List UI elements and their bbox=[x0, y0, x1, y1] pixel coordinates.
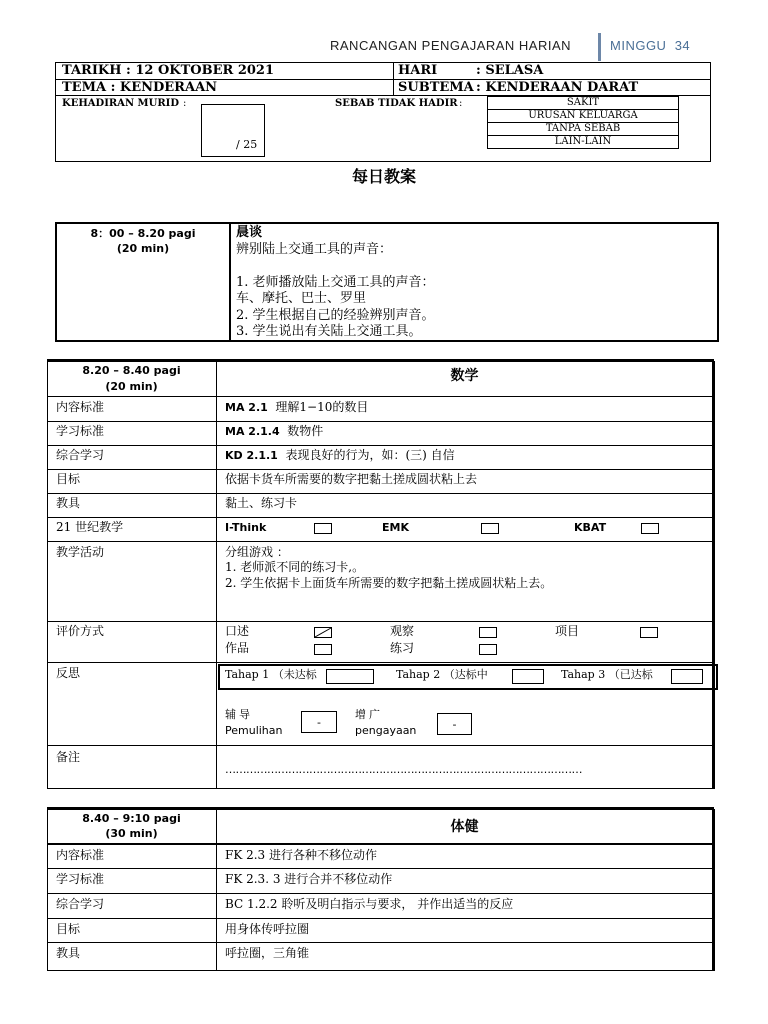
zengguang-cn: 增广 bbox=[355, 708, 383, 721]
pe-integrated-value: BC 1.2.2 聆听及明白指示与要求， 并作出适当的反应 bbox=[225, 897, 514, 911]
math-objective-value: 依据卡货车所需要的数字把黏土搓成圆状粘上去 bbox=[225, 472, 478, 486]
pe-integrated-label: 综合学习 bbox=[56, 897, 105, 911]
math-learning-code: MA 2.1.4 bbox=[225, 425, 280, 438]
math-learning-text: 数物件 bbox=[287, 424, 324, 438]
math-row-6 bbox=[47, 517, 714, 518]
c21-kbat-checkbox[interactable] bbox=[641, 523, 659, 534]
reason-sakit: SAKIT bbox=[566, 97, 600, 108]
pe-learning-value: FK 2.3. 3 进行合并不移位动作 bbox=[225, 872, 393, 886]
math-row-5 bbox=[47, 493, 714, 494]
pe-row-3 bbox=[47, 893, 714, 894]
math-content-text: 理解1−10的数目 bbox=[275, 400, 369, 414]
math-integrated-label: 综合学习 bbox=[56, 448, 105, 462]
pengayaan-value: - bbox=[452, 718, 457, 731]
document-title: RANCANGAN PENGAJARAN HARIAN bbox=[330, 38, 572, 53]
morning-divider bbox=[229, 222, 231, 342]
reason-tanpa-sebab: TANPA SEBAB bbox=[545, 123, 621, 134]
week-number: 34 bbox=[674, 38, 691, 53]
tahap-2-box[interactable] bbox=[512, 669, 544, 684]
c21-emk-checkbox[interactable] bbox=[481, 523, 499, 534]
pe-right-border bbox=[712, 809, 715, 971]
math-row-3 bbox=[47, 445, 714, 446]
pe-time: 8.40 – 9:10 pagi bbox=[82, 812, 181, 825]
c21-ithink-checkbox[interactable] bbox=[314, 523, 332, 534]
tahap-1-label: Tahap 1 （未达标 bbox=[225, 668, 317, 681]
assess-exercise-label: 练习 bbox=[390, 641, 415, 655]
sebab-label: SEBAB TIDAK HADIR bbox=[335, 98, 458, 109]
math-row-1 bbox=[47, 396, 714, 397]
checked-mark-icon bbox=[314, 627, 332, 638]
math-row-7 bbox=[47, 541, 714, 542]
math-time: 8.20 – 8.40 pagi bbox=[82, 364, 181, 377]
math-row-4 bbox=[47, 469, 714, 470]
kehadiran-colon: : bbox=[183, 98, 187, 109]
math-activity-label: 教学活动 bbox=[56, 545, 105, 559]
pe-objective-label: 目标 bbox=[56, 922, 81, 936]
morning-item-1b: 车、摩托、巴士、罗里 bbox=[236, 291, 367, 306]
math-reflect-label: 反思 bbox=[56, 666, 81, 680]
math-row-2 bbox=[47, 421, 714, 422]
pe-row-4 bbox=[47, 918, 714, 919]
assess-work-checkbox[interactable] bbox=[314, 644, 332, 655]
assess-observe-label: 观察 bbox=[390, 624, 415, 638]
math-right-border bbox=[712, 361, 715, 789]
math-integrated-code: KD 2.1.1 bbox=[225, 449, 278, 462]
morning-intro: 辨别陆上交通工具的声音： bbox=[236, 242, 393, 257]
tahap-2-label: Tahap 2 （达标中 bbox=[396, 668, 488, 681]
pe-duration: (30 min) bbox=[105, 827, 158, 840]
math-materials-label: 教具 bbox=[56, 496, 81, 510]
math-learning-value bbox=[225, 424, 323, 439]
tahap-3-label: Tahap 3 （已达标 bbox=[561, 668, 653, 681]
morning-item-2: 2. 学生根据自己的经验辨别声音。 bbox=[236, 308, 435, 323]
attendance-total: / 25 bbox=[236, 138, 258, 151]
tahap-1-box[interactable] bbox=[326, 669, 374, 684]
info-divider-v bbox=[393, 62, 394, 95]
subtema-value: : KENDERAAN DARAT bbox=[476, 80, 639, 95]
math-c21-label: 21 世纪教学 bbox=[56, 520, 124, 534]
math-duration: (20 min) bbox=[105, 380, 158, 393]
pe-objective-value: 用身体传呼拉圈 bbox=[225, 922, 310, 936]
pe-top-border bbox=[47, 807, 714, 810]
math-top-border bbox=[47, 359, 714, 362]
reason-urusan-keluarga: URUSAN KELUARGA bbox=[528, 110, 638, 121]
math-remark-dots[interactable]: ………………………………………………………………………………………… bbox=[225, 763, 582, 776]
math-col-divider bbox=[216, 361, 217, 789]
activity-line-1: 分组游戏 ： bbox=[225, 545, 289, 559]
math-objective-label: 目标 bbox=[56, 472, 81, 486]
assess-oral-checkbox[interactable] bbox=[314, 627, 332, 638]
morning-item-3: 3. 学生说出有关陆上交通工具。 bbox=[236, 324, 422, 339]
tahap-3-box[interactable] bbox=[671, 669, 703, 684]
math-assess-label: 评价方式 bbox=[56, 624, 105, 638]
morning-time: 8：00 – 8.20 pagi bbox=[90, 227, 196, 240]
c21-emk-label: EMK bbox=[382, 521, 409, 534]
pe-content-label: 内容标准 bbox=[56, 848, 105, 862]
pe-materials-value: 呼拉圈，三角锥 bbox=[225, 946, 310, 960]
fudao-cn: 辅导 bbox=[225, 708, 253, 721]
week-indicator bbox=[610, 38, 690, 53]
pe-row-1 bbox=[47, 843, 714, 845]
morning-title: 晨谈 bbox=[236, 225, 263, 240]
activity-line-2: 1. 老师派不同的练习卡,。 bbox=[225, 560, 365, 574]
math-learning-label: 学习标准 bbox=[56, 424, 105, 438]
pe-row-2 bbox=[47, 868, 714, 869]
math-row-9 bbox=[47, 662, 714, 663]
assess-exercise-checkbox[interactable] bbox=[479, 644, 497, 655]
kehadiran-label: KEHADIRAN MURID bbox=[62, 98, 180, 109]
pe-learning-label: 学习标准 bbox=[56, 872, 105, 886]
hari-value: : SELASA bbox=[476, 63, 544, 78]
math-content-label: 内容标准 bbox=[56, 400, 105, 414]
activity-line-3: 2. 学生依据卡上面货车所需要的数字把黏土搓成圆状粘上去。 bbox=[225, 576, 553, 590]
math-row-10 bbox=[47, 745, 714, 746]
sebab-colon: : bbox=[459, 98, 463, 109]
pe-subject: 体健 bbox=[450, 819, 479, 835]
pemulihan-value: - bbox=[317, 716, 321, 729]
morning-duration: (20 min) bbox=[116, 242, 170, 255]
hari-label: HARI bbox=[398, 63, 438, 78]
zengguang-my: pengayaan bbox=[355, 724, 417, 737]
tema-field: TEMA : KENDERAAN bbox=[62, 80, 218, 95]
week-label: MINGGU bbox=[610, 38, 667, 53]
math-content-value bbox=[225, 400, 368, 415]
reason-lain-lain: LAIN-LAIN bbox=[554, 136, 612, 147]
math-integrated-text: 表现良好的行为，如：(三) 自信 bbox=[285, 448, 455, 462]
c21-ithink-label: I-Think bbox=[225, 521, 267, 534]
math-integrated-value bbox=[225, 448, 455, 463]
morning-item-1: 1. 老师播放陆上交通工具的声音： bbox=[236, 275, 435, 290]
assess-work-label: 作品 bbox=[225, 641, 250, 655]
c21-kbat-label: KBAT bbox=[574, 521, 607, 534]
assess-project-label: 项目 bbox=[555, 624, 580, 638]
pe-materials-label: 教具 bbox=[56, 946, 81, 960]
pe-content-value: FK 2.3 进行各种不移位动作 bbox=[225, 848, 378, 862]
math-subject: 数学 bbox=[450, 368, 479, 384]
math-content-code: MA 2.1 bbox=[225, 401, 268, 414]
math-row-8 bbox=[47, 621, 714, 622]
tarikh-field: TARIKH : 12 OKTOBER 2021 bbox=[62, 63, 275, 78]
fudao-my: Pemulihan bbox=[225, 724, 283, 737]
math-materials-value: 黏土、练习卡 bbox=[225, 496, 298, 510]
header-divider bbox=[598, 33, 601, 61]
assess-observe-checkbox[interactable] bbox=[479, 627, 497, 638]
page-title: 每日教案 bbox=[351, 167, 416, 186]
subtema-label: SUBTEMA bbox=[398, 80, 474, 95]
assess-project-checkbox[interactable] bbox=[640, 627, 658, 638]
pe-row-5 bbox=[47, 942, 714, 943]
assess-oral-label: 口述 bbox=[225, 624, 250, 638]
math-remark-label: 备注 bbox=[56, 750, 81, 764]
